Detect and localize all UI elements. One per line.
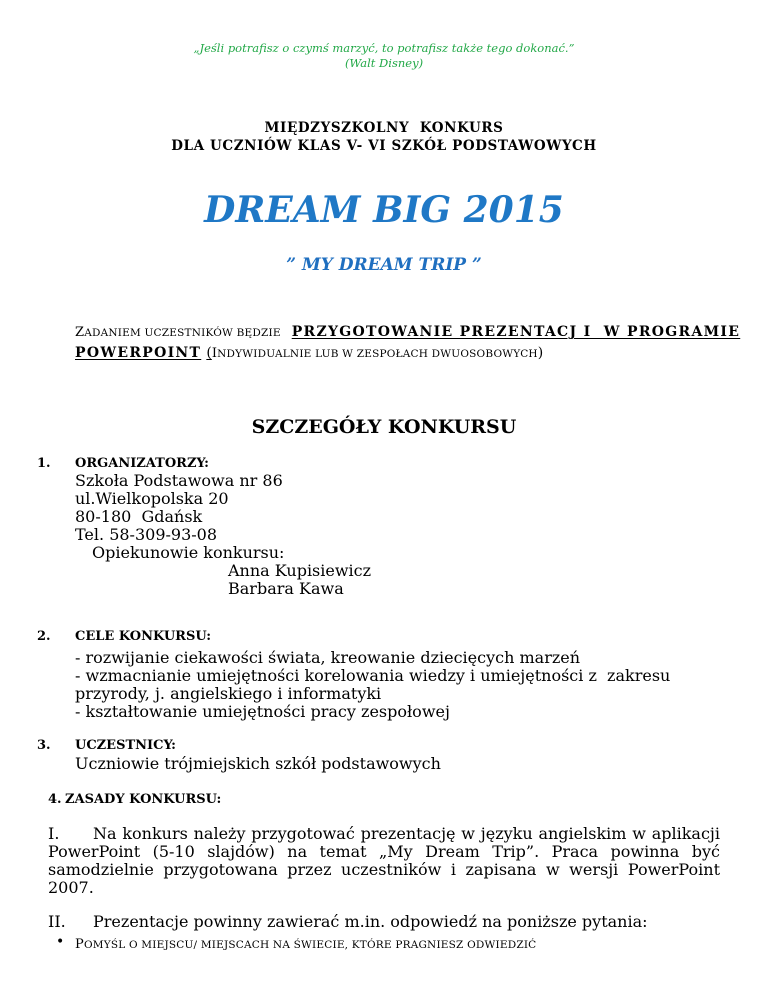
- rule-text-line: Na konkurs należy przygotować prezentację w języku angielskim w aplikacji: [93, 824, 720, 843]
- motto-author: (Walt Disney): [344, 56, 424, 70]
- goal-line: - rozwijanie ciekawości świata, kreowanie dziecięcych marzeń: [75, 648, 581, 667]
- guardian-name: Anna Kupisiewicz: [228, 561, 372, 580]
- task-note-paren-open: (: [206, 345, 212, 361]
- section-heading-rules: ZASADY KONKURSU:: [65, 792, 222, 807]
- organizer-line: 80-180 Gdańsk: [75, 507, 203, 526]
- section-heading-participants: UCZESTNICY:: [75, 738, 176, 753]
- competition-audience: DLA UCZNIÓW KLAS V- VI SZKÓŁ PODSTAWOWYCH: [171, 138, 597, 154]
- organizer-line: Tel. 58-309-93-08: [75, 525, 218, 544]
- rule-marker: II.: [48, 912, 66, 931]
- organizer-line: Szkoła Podstawowa nr 86: [75, 471, 283, 490]
- goal-line: przyrody, j. angielskiego i informatyki: [75, 684, 382, 703]
- goal-line: - kształtowanie umiejętności pracy zespołowej: [75, 702, 450, 721]
- task-line-2: [75, 343, 543, 363]
- guardian-name: Barbara Kawa: [228, 579, 344, 598]
- rule-text-line: PowerPoint (5-10 slajdów) na temat „My Dream Trip”. Praca powinna być: [48, 842, 720, 861]
- question-bullet: [75, 933, 536, 954]
- page-title: DREAM BIG 2015: [204, 189, 564, 231]
- rule-marker: I.: [48, 824, 60, 843]
- section-heading-organizers: ORGANIZATORZY:: [75, 456, 209, 471]
- page-subtitle: ” MY DREAM TRIP ”: [286, 255, 482, 275]
- task-note-paren-close: ): [537, 345, 544, 361]
- section-number: 1.: [37, 456, 51, 471]
- question-text: POMYŚL O MIEJSCU/ MIEJSCACH NA ŚWIECIE, KTÓRE PRAGNIESZ ODWIEDZIĆ: [75, 937, 537, 952]
- section-heading-goals: CELE KONKURSU:: [75, 629, 212, 644]
- organizer-line: ul.Wielkopolska 20: [75, 489, 229, 508]
- participants-line: Uczniowie trójmiejskich szkół podstawowych: [75, 754, 441, 773]
- goal-line: - wzmacnianie umiejętności korelowania wiedzy i umiejętności z zakresu: [75, 666, 671, 685]
- details-heading: SZCZEGÓŁY KONKURSU: [251, 416, 517, 438]
- rule-text-line: Prezentacje powinny zawierać m.in. odpowiedź na poniższe pytania:: [93, 912, 648, 931]
- section-number: 3.: [37, 738, 51, 753]
- guardians-label: Opiekunowie konkursu:: [92, 543, 285, 562]
- rule-text-line: samodzielnie przygotowana przez uczestników i zapisana w wersji PowerPoint: [48, 860, 720, 879]
- task-highlight-2: POWERPOINT: [75, 345, 202, 361]
- task-line-1: [75, 322, 740, 342]
- competition-type: MIĘDZYSZKOLNY KONKURS: [264, 120, 504, 136]
- task-note: INDYWIDUALNIE LUB W ZESPOŁACH DWUOSOBOWYCH: [211, 346, 538, 361]
- task-intro: ZADANIEM UCZESTNIKÓW BĘDZIE: [75, 325, 281, 340]
- section-number: 2.: [37, 629, 51, 644]
- task-highlight-1: PRZYGOTOWANIE PREZENTACJ I W PROGRAMIE: [291, 324, 741, 340]
- motto-quote: „Jeśli potrafisz o czymś marzyć, to potrafisz także tego dokonać.”: [193, 41, 575, 55]
- section-number: 4.: [48, 792, 62, 807]
- rule-text-line: 2007.: [48, 878, 94, 897]
- bullet-icon: •: [56, 934, 65, 950]
